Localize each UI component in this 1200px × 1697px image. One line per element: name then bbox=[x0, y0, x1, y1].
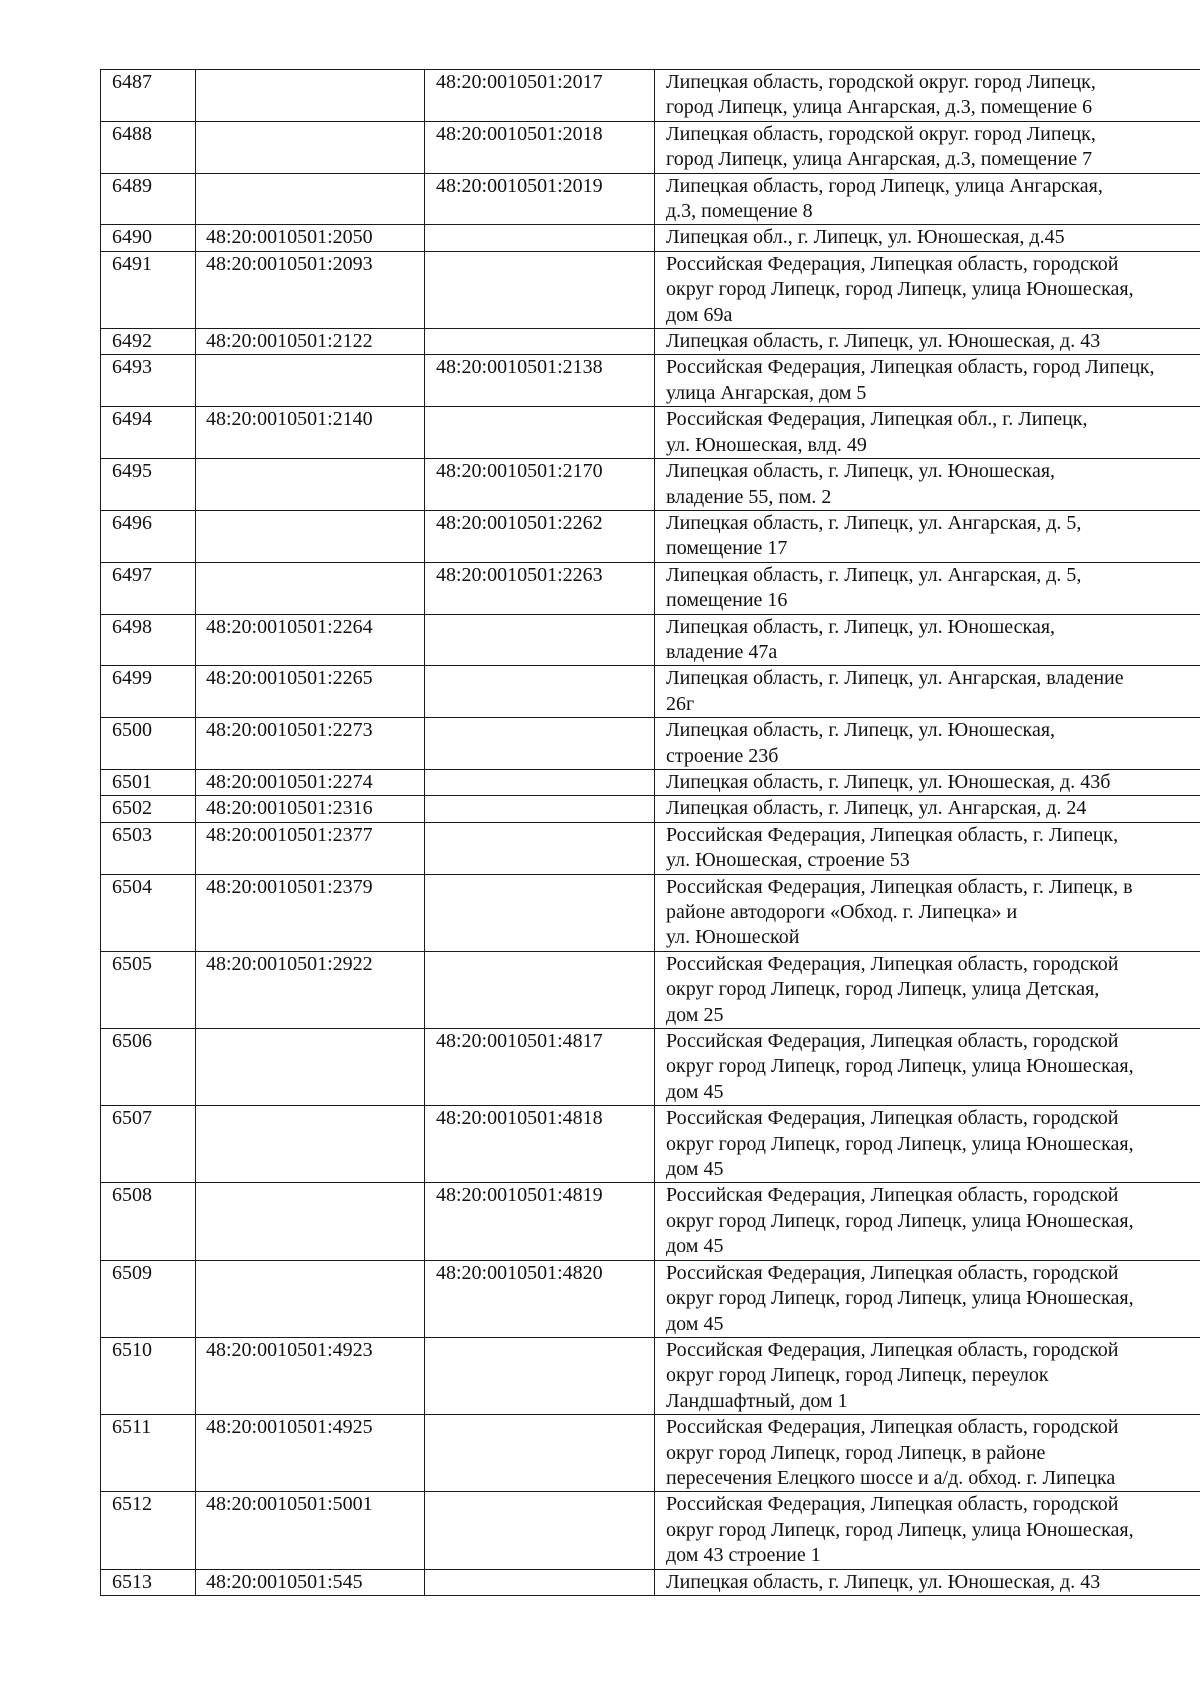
address-cell bbox=[655, 666, 1200, 718]
address-line: дом 45 bbox=[666, 1312, 724, 1335]
address-cell bbox=[655, 718, 1200, 770]
address-line: Российская Федерация, Липецкая область, городской bbox=[666, 952, 1119, 975]
row-number-cell: 6495 bbox=[101, 459, 196, 511]
object-cadastral-number-cell: 48:20:0010501:4818 bbox=[425, 1106, 655, 1183]
cadastral-table-body bbox=[101, 70, 1200, 1596]
table-row bbox=[101, 173, 1200, 225]
row-number-cell: 6497 bbox=[101, 562, 196, 614]
address-cell bbox=[655, 173, 1200, 225]
row-number-cell: 6490 bbox=[101, 225, 196, 251]
object-cadastral-number-cell: 48:20:0010501:2138 bbox=[425, 355, 655, 407]
address-line: Российская Федерация, Липецкая область, г. Липецк, в bbox=[666, 875, 1133, 898]
table-row bbox=[101, 510, 1200, 562]
object-cadastral-number-cell: 48:20:0010501:2019 bbox=[425, 173, 655, 225]
address-line: Российская Федерация, Липецкая область, г. Липецк, bbox=[666, 823, 1119, 846]
table-row bbox=[101, 459, 1200, 511]
land-cadastral-number-cell: 48:20:0010501:4923 bbox=[196, 1337, 425, 1414]
document-page bbox=[100, 69, 1170, 1596]
address-line: округ город Липецк, город Липецк, улица Юношеская, bbox=[666, 1132, 1134, 1155]
address-line: Липецкая область, г. Липецк, ул. Юношеская, bbox=[666, 615, 1056, 638]
land-cadastral-number-cell bbox=[196, 121, 425, 173]
table-row bbox=[101, 1106, 1200, 1183]
row-number-cell: 6507 bbox=[101, 1106, 196, 1183]
table-row bbox=[101, 769, 1200, 795]
row-number-cell: 6511 bbox=[101, 1415, 196, 1492]
row-number-cell: 6489 bbox=[101, 173, 196, 225]
address-line: Российская Федерация, Липецкая область, городской bbox=[666, 1184, 1119, 1207]
address-cell bbox=[655, 1492, 1200, 1569]
row-number-cell: 6503 bbox=[101, 822, 196, 874]
address-cell bbox=[655, 1029, 1200, 1106]
land-cadastral-number-cell: 48:20:0010501:545 bbox=[196, 1569, 425, 1595]
table-row bbox=[101, 562, 1200, 614]
address-cell bbox=[655, 874, 1200, 951]
row-number-cell: 6509 bbox=[101, 1260, 196, 1337]
address-line: Российская Федерация, Липецкая область, городской bbox=[666, 252, 1119, 275]
address-cell bbox=[655, 822, 1200, 874]
land-cadastral-number-cell bbox=[196, 1029, 425, 1106]
object-cadastral-number-cell bbox=[425, 822, 655, 874]
address-line: Липецкая область, г. Липецк, ул. Юношеская, д. 43 bbox=[666, 330, 1101, 353]
table-row bbox=[101, 951, 1200, 1028]
object-cadastral-number-cell: 48:20:0010501:2017 bbox=[425, 70, 655, 122]
object-cadastral-number-cell: 48:20:0010501:2018 bbox=[425, 121, 655, 173]
table-row bbox=[101, 796, 1200, 822]
land-cadastral-number-cell: 48:20:0010501:2140 bbox=[196, 407, 425, 459]
address-line: Российская Федерация, Липецкая обл., г. Липецк, bbox=[666, 408, 1088, 431]
row-number-cell: 6487 bbox=[101, 70, 196, 122]
address-line: Российская Федерация, Липецкая область, городской bbox=[666, 1107, 1119, 1130]
land-cadastral-number-cell: 48:20:0010501:2922 bbox=[196, 951, 425, 1028]
address-line: округ город Липецк, город Липецк, улица Юношеская, bbox=[666, 1518, 1134, 1541]
table-row bbox=[101, 329, 1200, 355]
cadastral-table bbox=[100, 69, 1200, 1596]
row-number-cell: 6505 bbox=[101, 951, 196, 1028]
row-number-cell: 6502 bbox=[101, 796, 196, 822]
row-number-cell: 6493 bbox=[101, 355, 196, 407]
address-cell bbox=[655, 1415, 1200, 1492]
land-cadastral-number-cell: 48:20:0010501:2050 bbox=[196, 225, 425, 251]
address-line: Липецкая область, г. Липецк, ул. Ангарская, владение bbox=[666, 667, 1124, 690]
address-cell bbox=[655, 407, 1200, 459]
object-cadastral-number-cell bbox=[425, 796, 655, 822]
object-cadastral-number-cell bbox=[425, 614, 655, 666]
address-line: округ город Липецк, город Липецк, улица Юношеская, bbox=[666, 1055, 1134, 1078]
address-line: округ город Липецк, город Липецк, в районе bbox=[666, 1441, 1046, 1464]
land-cadastral-number-cell bbox=[196, 70, 425, 122]
address-line: улица Ангарская, дом 5 bbox=[666, 381, 867, 404]
address-cell bbox=[655, 796, 1200, 822]
row-number-cell: 6491 bbox=[101, 251, 196, 328]
table-row bbox=[101, 225, 1200, 251]
object-cadastral-number-cell bbox=[425, 407, 655, 459]
address-line: округ город Липецк, город Липецк, улица Юношеская, bbox=[666, 278, 1134, 301]
address-line: помещение 17 bbox=[666, 537, 788, 560]
address-line: Липецкая область, городской округ. город Липецк, bbox=[666, 71, 1096, 93]
object-cadastral-number-cell bbox=[425, 251, 655, 328]
table-row bbox=[101, 822, 1200, 874]
object-cadastral-number-cell bbox=[425, 718, 655, 770]
table-row bbox=[101, 355, 1200, 407]
table-row bbox=[101, 614, 1200, 666]
address-line: Российская Федерация, Липецкая область, городской bbox=[666, 1416, 1119, 1439]
table-row bbox=[101, 1029, 1200, 1106]
land-cadastral-number-cell: 48:20:0010501:2265 bbox=[196, 666, 425, 718]
address-line: округ город Липецк, город Липецк, переулок bbox=[666, 1364, 1049, 1387]
address-line: ул. Юношеской bbox=[666, 926, 800, 949]
address-line: районе автодороги «Обход. г. Липецка» и bbox=[666, 901, 1018, 923]
row-number-cell: 6498 bbox=[101, 614, 196, 666]
object-cadastral-number-cell: 48:20:0010501:4817 bbox=[425, 1029, 655, 1106]
table-row bbox=[101, 1183, 1200, 1260]
row-number-cell: 6500 bbox=[101, 718, 196, 770]
land-cadastral-number-cell: 48:20:0010501:2093 bbox=[196, 251, 425, 328]
address-line: 26г bbox=[666, 692, 695, 715]
address-line: Российская Федерация, Липецкая область, городской bbox=[666, 1493, 1119, 1516]
land-cadastral-number-cell: 48:20:0010501:2379 bbox=[196, 874, 425, 951]
table-row bbox=[101, 1415, 1200, 1492]
address-line: строение 23б bbox=[666, 744, 779, 767]
address-line: Липецкая область, г. Липецк, ул. Юношеская, bbox=[666, 719, 1056, 742]
address-line: округ город Липецк, город Липецк, улица Юношеская, bbox=[666, 1287, 1134, 1310]
land-cadastral-number-cell: 48:20:0010501:2264 bbox=[196, 614, 425, 666]
address-cell bbox=[655, 1260, 1200, 1337]
table-row bbox=[101, 718, 1200, 770]
address-line: д.3, помещение 8 bbox=[666, 200, 813, 223]
address-line: Липецкая область, городской округ. город Липецк, bbox=[666, 122, 1096, 145]
address-line: округ город Липецк, город Липецк, улица Детская, bbox=[666, 978, 1100, 1001]
address-cell bbox=[655, 459, 1200, 511]
address-line: пересечения Елецкого шоссе и а/д. обход. г. Липецка bbox=[666, 1466, 1116, 1489]
address-line: владение 55, пом. 2 bbox=[666, 485, 832, 508]
address-cell bbox=[655, 1569, 1200, 1595]
table-row bbox=[101, 121, 1200, 173]
row-number-cell: 6504 bbox=[101, 874, 196, 951]
land-cadastral-number-cell: 48:20:0010501:4925 bbox=[196, 1415, 425, 1492]
object-cadastral-number-cell bbox=[425, 666, 655, 718]
address-cell bbox=[655, 510, 1200, 562]
address-cell bbox=[655, 329, 1200, 355]
row-number-cell: 6494 bbox=[101, 407, 196, 459]
address-line: город Липецк, улица Ангарская, д.3, помещение 6 bbox=[666, 96, 1093, 119]
object-cadastral-number-cell bbox=[425, 1337, 655, 1414]
address-line: Липецкая область, г. Липецк, ул. Юношеская, д. 43б bbox=[666, 770, 1111, 793]
address-cell bbox=[655, 769, 1200, 795]
land-cadastral-number-cell bbox=[196, 355, 425, 407]
land-cadastral-number-cell bbox=[196, 510, 425, 562]
table-row bbox=[101, 1492, 1200, 1569]
row-number-cell: 6501 bbox=[101, 769, 196, 795]
land-cadastral-number-cell bbox=[196, 173, 425, 225]
table-row bbox=[101, 70, 1200, 122]
address-cell bbox=[655, 355, 1200, 407]
table-row bbox=[101, 1260, 1200, 1337]
land-cadastral-number-cell bbox=[196, 1106, 425, 1183]
address-line: Липецкая область, г. Липецк, ул. Юношеская, bbox=[666, 460, 1056, 483]
row-number-cell: 6508 bbox=[101, 1183, 196, 1260]
address-line: Российская Федерация, Липецкая область, город Липецк, bbox=[666, 356, 1155, 379]
address-line: ул. Юношеская, влд. 49 bbox=[666, 433, 867, 456]
object-cadastral-number-cell bbox=[425, 1569, 655, 1595]
row-number-cell: 6513 bbox=[101, 1569, 196, 1595]
row-number-cell: 6488 bbox=[101, 121, 196, 173]
address-line: помещение 16 bbox=[666, 589, 788, 612]
row-number-cell: 6496 bbox=[101, 510, 196, 562]
address-line: Липецкая область, город Липецк, улица Ангарская, bbox=[666, 174, 1103, 197]
row-number-cell: 6492 bbox=[101, 329, 196, 355]
address-line: Российская Федерация, Липецкая область, городской bbox=[666, 1030, 1119, 1053]
land-cadastral-number-cell: 48:20:0010501:2273 bbox=[196, 718, 425, 770]
address-line: Липецкая область, г. Липецк, ул. Ангарская, д. 5, bbox=[666, 563, 1082, 586]
address-cell bbox=[655, 251, 1200, 328]
address-cell bbox=[655, 70, 1200, 122]
address-cell bbox=[655, 951, 1200, 1028]
address-line: дом 45 bbox=[666, 1080, 724, 1103]
row-number-cell: 6512 bbox=[101, 1492, 196, 1569]
table-row bbox=[101, 1337, 1200, 1414]
address-cell bbox=[655, 1106, 1200, 1183]
land-cadastral-number-cell bbox=[196, 1183, 425, 1260]
row-number-cell: 6510 bbox=[101, 1337, 196, 1414]
address-line: Российская Федерация, Липецкая область, городской bbox=[666, 1261, 1119, 1284]
address-line: ул. Юношеская, строение 53 bbox=[666, 849, 910, 872]
table-row bbox=[101, 666, 1200, 718]
address-cell bbox=[655, 1183, 1200, 1260]
object-cadastral-number-cell: 48:20:0010501:2262 bbox=[425, 510, 655, 562]
object-cadastral-number-cell bbox=[425, 225, 655, 251]
land-cadastral-number-cell: 48:20:0010501:2377 bbox=[196, 822, 425, 874]
address-line: Липецкая область, г. Липецк, ул. Юношеская, д. 43 bbox=[666, 1570, 1101, 1593]
table-row bbox=[101, 1569, 1200, 1595]
address-line: дом 45 bbox=[666, 1158, 724, 1181]
table-row bbox=[101, 874, 1200, 951]
address-line: округ город Липецк, город Липецк, улица Юношеская, bbox=[666, 1209, 1134, 1232]
table-row bbox=[101, 251, 1200, 328]
address-line: дом 45 bbox=[666, 1235, 724, 1258]
address-cell bbox=[655, 121, 1200, 173]
address-cell bbox=[655, 1337, 1200, 1414]
land-cadastral-number-cell: 48:20:0010501:2122 bbox=[196, 329, 425, 355]
address-line: Липецкая обл., г. Липецк, ул. Юношеская, д.45 bbox=[666, 226, 1065, 249]
object-cadastral-number-cell bbox=[425, 1492, 655, 1569]
row-number-cell: 6499 bbox=[101, 666, 196, 718]
object-cadastral-number-cell bbox=[425, 1415, 655, 1492]
object-cadastral-number-cell bbox=[425, 951, 655, 1028]
address-cell bbox=[655, 562, 1200, 614]
object-cadastral-number-cell bbox=[425, 769, 655, 795]
land-cadastral-number-cell: 48:20:0010501:2274 bbox=[196, 769, 425, 795]
land-cadastral-number-cell: 48:20:0010501:2316 bbox=[196, 796, 425, 822]
object-cadastral-number-cell: 48:20:0010501:2263 bbox=[425, 562, 655, 614]
table-row bbox=[101, 407, 1200, 459]
land-cadastral-number-cell bbox=[196, 1260, 425, 1337]
address-line: дом 43 строение 1 bbox=[666, 1544, 821, 1567]
object-cadastral-number-cell: 48:20:0010501:4819 bbox=[425, 1183, 655, 1260]
address-line: город Липецк, улица Ангарская, д.3, помещение 7 bbox=[666, 148, 1093, 171]
address-cell bbox=[655, 225, 1200, 251]
address-line: Ландшафтный, дом 1 bbox=[666, 1389, 848, 1412]
object-cadastral-number-cell bbox=[425, 874, 655, 951]
address-cell bbox=[655, 614, 1200, 666]
land-cadastral-number-cell: 48:20:0010501:5001 bbox=[196, 1492, 425, 1569]
address-line: Липецкая область, г. Липецк, ул. Ангарская, д. 24 bbox=[666, 797, 1087, 820]
object-cadastral-number-cell: 48:20:0010501:4820 bbox=[425, 1260, 655, 1337]
object-cadastral-number-cell bbox=[425, 329, 655, 355]
address-line: Российская Федерация, Липецкая область, городской bbox=[666, 1338, 1119, 1361]
address-line: дом 25 bbox=[666, 1003, 724, 1026]
row-number-cell: 6506 bbox=[101, 1029, 196, 1106]
object-cadastral-number-cell: 48:20:0010501:2170 bbox=[425, 459, 655, 511]
address-line: дом 69а bbox=[666, 303, 733, 326]
address-line: владение 47а bbox=[666, 640, 778, 663]
land-cadastral-number-cell bbox=[196, 562, 425, 614]
land-cadastral-number-cell bbox=[196, 459, 425, 511]
address-line: Липецкая область, г. Липецк, ул. Ангарская, д. 5, bbox=[666, 511, 1082, 534]
